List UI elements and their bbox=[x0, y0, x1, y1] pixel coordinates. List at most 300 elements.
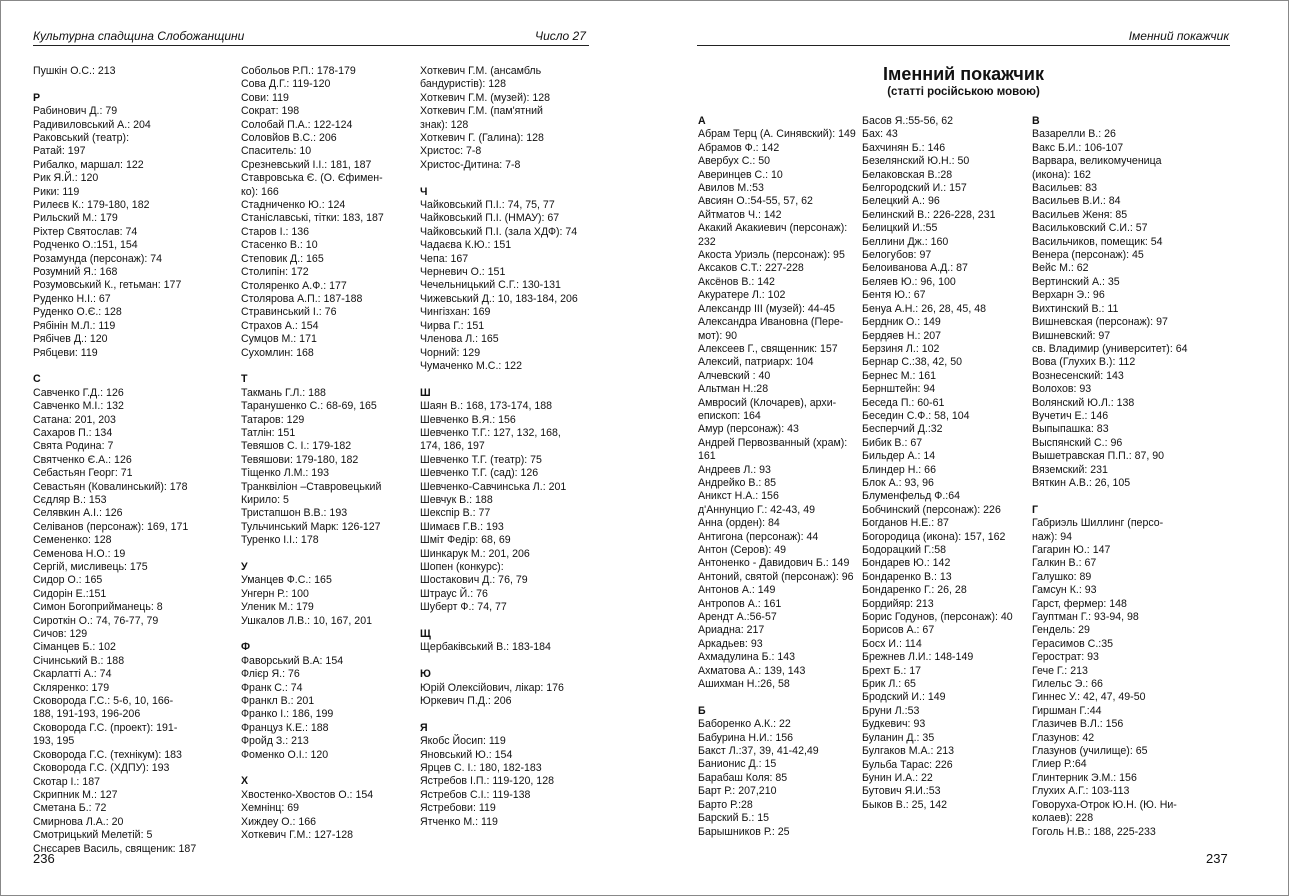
index-column bbox=[862, 115, 1030, 812]
index-entry: Старов І.: 136 bbox=[241, 225, 310, 238]
index-entry: Сєдляр В.: 153 bbox=[33, 493, 107, 506]
index-section bbox=[420, 722, 595, 829]
index-entry: Хоткевич Г.М.: 127-128 bbox=[241, 829, 354, 842]
index-column bbox=[1032, 115, 1232, 839]
index-entry: Бах: 43 bbox=[862, 128, 898, 141]
index-entry: Ратай: 197 bbox=[33, 145, 86, 158]
index-entry: Чингізхан: 169 bbox=[420, 306, 491, 319]
index-entry: Авербух С.: 50 bbox=[698, 155, 770, 168]
letter-heading: Р bbox=[33, 91, 41, 104]
entry-line: Андрей Первозванный (храм): bbox=[698, 436, 848, 449]
index-entry: Хвостенко-Хвостов О.: 154 bbox=[241, 788, 374, 801]
index-entry: Татлін: 151 bbox=[241, 426, 296, 439]
index-entry: Бакст Л.:37, 39, 41-42,49 bbox=[698, 745, 819, 758]
index-section bbox=[241, 561, 431, 628]
index-section bbox=[33, 92, 223, 360]
index-entry: Чайковський П.І. (НМАУ): 67 bbox=[420, 212, 560, 225]
index-entry: Француз К.Е.: 188 bbox=[241, 721, 329, 734]
index-entry: Бердник О.: 149 bbox=[862, 316, 941, 329]
index-entry: Глухих А.Г.: 103-113 bbox=[1032, 785, 1130, 798]
index-entry: Волянский Ю.Л.: 138 bbox=[1032, 396, 1135, 409]
index-entry: Стравинський І.: 76 bbox=[241, 306, 337, 319]
index-entry: Выспянский С.: 96 bbox=[1032, 436, 1123, 449]
index-entry: Христос: 7-8 bbox=[420, 145, 482, 158]
index-entry: Вяземский: 231 bbox=[1032, 463, 1108, 476]
index-entry: Шимаєв Г.В.: 193 bbox=[420, 520, 504, 533]
index-entry: Столипін: 172 bbox=[241, 266, 309, 279]
index-subtitle: (статті російською мовою) bbox=[887, 86, 1040, 98]
index-entry: Фаворський В.А: 154 bbox=[241, 654, 344, 667]
index-entry: Семененко: 128 bbox=[33, 534, 112, 547]
index-entry: Вучетич Е.: 146 bbox=[1032, 409, 1109, 422]
index-entry: Бибик В.: 67 bbox=[862, 436, 923, 449]
index-entry: Гоголь Н.В.: 188, 225-233 bbox=[1032, 825, 1156, 838]
index-entry: Тіщенко Л.М.: 193 bbox=[241, 467, 329, 480]
index-entry: Рики: 119 bbox=[33, 185, 80, 198]
index-entry bbox=[420, 105, 595, 132]
index-entry: Булгаков М.А.: 213 bbox=[862, 745, 955, 758]
index-entry: св. Владимир (университет): 64 bbox=[1032, 342, 1188, 355]
index-entry: Андрейко В.: 85 bbox=[698, 476, 777, 489]
index-entry: Чирва Г.: 151 bbox=[420, 319, 485, 332]
index-section bbox=[33, 373, 223, 856]
index-entry: Бентя Ю.: 67 bbox=[862, 289, 926, 302]
index-entry: Степовик Д.: 165 bbox=[241, 252, 324, 265]
index-entry: Аксаков С.Т.: 227-228 bbox=[698, 262, 804, 275]
index-entry: Франкл В.: 201 bbox=[241, 695, 315, 708]
index-entry: Вишневский: 97 bbox=[1032, 329, 1111, 342]
index-entry: Щербаківський В.: 183-184 bbox=[420, 641, 551, 654]
index-entry: Антон (Серов): 49 bbox=[698, 544, 787, 556]
index-entry: Тевяшов С. І.: 179-182 bbox=[241, 440, 352, 453]
index-entry bbox=[420, 65, 595, 92]
index-entry: Сидор О.: 165 bbox=[33, 574, 103, 587]
index-entry: Сироткін О.: 74, 76-77, 79 bbox=[33, 614, 159, 627]
entry-line: Ставровська Є. (О. Єфимен- bbox=[241, 172, 383, 185]
index-entry: Вейс М.: 62 bbox=[1032, 262, 1089, 275]
index-entry: Бродский И.: 149 bbox=[862, 691, 946, 704]
index-entry: Шевченко В.Я.: 156 bbox=[420, 413, 516, 426]
index-entry: Выпыпашка: 83 bbox=[1032, 423, 1109, 436]
index-entry bbox=[241, 481, 431, 508]
index-entry: Шуберт Ф.: 74, 77 bbox=[420, 601, 507, 614]
index-entry: Скотар І.: 187 bbox=[33, 775, 100, 788]
letter-heading: Я bbox=[420, 721, 428, 734]
index-entry: Васильев: 83 bbox=[1032, 182, 1098, 195]
index-entry: Снєсарев Василь, священик: 187 bbox=[33, 842, 197, 855]
index-entry: Яновський Ю.: 154 bbox=[420, 748, 513, 761]
index-entry: Хоткевич Г.М. (музей): 128 bbox=[420, 91, 551, 104]
index-entry: Баборенко А.К.: 22 bbox=[698, 718, 791, 731]
index-entry: Чорний: 129 bbox=[420, 346, 481, 359]
index-section bbox=[241, 373, 431, 547]
index-entry: Акуратере Л.: 102 bbox=[698, 289, 786, 302]
index-column bbox=[241, 65, 431, 843]
index-entry: Хемнінц: 69 bbox=[241, 802, 300, 815]
index-title: Іменний покажчик bbox=[883, 64, 1044, 84]
index-entry: Радивиловський А.: 204 bbox=[33, 118, 151, 131]
letter-heading: Ш bbox=[420, 386, 431, 399]
index-section bbox=[1032, 115, 1232, 490]
index-entry: Симон Богоприйманець: 8 bbox=[33, 601, 163, 614]
index-entry: Шекспір В.: 77 bbox=[420, 507, 491, 520]
index-entry: Туренко І.І.: 178 bbox=[241, 534, 319, 547]
index-entry: Бутович Я.И.:53 bbox=[862, 785, 941, 798]
index-entry: Бабурина Н.И.: 156 bbox=[698, 731, 794, 744]
index-entry: Богданов Н.Е.: 87 bbox=[862, 517, 949, 530]
index-entry: Такмань Г.Л.: 188 bbox=[241, 386, 326, 399]
index-entry: Бондаренко В.: 13 bbox=[862, 570, 952, 583]
index-entry bbox=[1032, 155, 1232, 182]
entry-line: Транквіліон –Ставровецький bbox=[241, 480, 382, 493]
index-entry: Алчевский : 40 bbox=[698, 369, 771, 382]
index-entry: Барышников Р.: 25 bbox=[698, 825, 790, 838]
index-entry: Гарст, фермер: 148 bbox=[1032, 597, 1127, 610]
index-entry: Ариадна: 217 bbox=[698, 624, 765, 637]
index-entry: Уленик М.: 179 bbox=[241, 601, 314, 614]
index-entry: Собольов Р.П.: 178-179 bbox=[241, 65, 356, 77]
index-entry: Чайковський П.І.: 74, 75, 77 bbox=[420, 199, 555, 212]
entry-line: Сковорода Г.С. (проект): 191- bbox=[33, 721, 178, 734]
header-divider-right bbox=[697, 45, 1230, 46]
letter-heading: В bbox=[1032, 115, 1040, 127]
index-section bbox=[420, 628, 595, 655]
index-entry: Гиннес У.: 42, 47, 49-50 bbox=[1032, 691, 1146, 704]
index-entry: Ястребов С.І.: 119-138 bbox=[420, 788, 531, 801]
entry-line: Шевченко Т.Г.: 127, 132, 168, bbox=[420, 426, 561, 439]
index-entry: Бернштейн: 94 bbox=[862, 383, 936, 396]
index-entry: Гиршман Г.:44 bbox=[1032, 704, 1102, 717]
index-entry: Шевченко-Савчинська Л.: 201 bbox=[420, 480, 567, 493]
index-entry: Авсиян О.:54-55, 57, 62 bbox=[698, 195, 813, 208]
index-entry: Аникст Н.А.: 156 bbox=[698, 490, 779, 503]
index-entry: Юрій Олексійович, лікар: 176 bbox=[420, 681, 564, 694]
index-entry bbox=[33, 695, 223, 722]
index-entry: Шевченко Т.Г. (театр): 75 bbox=[420, 453, 542, 466]
entry-line: Варвара, великомученица bbox=[1032, 155, 1162, 168]
index-entry: Банионис Д.: 15 bbox=[698, 758, 777, 771]
index-section bbox=[420, 65, 595, 172]
index-entry: Белоиванова А.Д.: 87 bbox=[862, 262, 968, 275]
index-entry: Андреев Л.: 93 bbox=[698, 463, 771, 476]
index-entry: Бодорацкий Г.:58 bbox=[862, 544, 947, 556]
index-entry: Глазунов (училище): 65 bbox=[1032, 745, 1148, 758]
index-entry: Галушко: 89 bbox=[1032, 570, 1092, 583]
entry-line: 193, 195 bbox=[33, 735, 75, 748]
index-entry: Белгородский И.: 157 bbox=[862, 182, 967, 195]
index-entry: Солобай П.А.: 122-124 bbox=[241, 118, 353, 131]
index-entry bbox=[33, 722, 223, 749]
index-entry: Антонов А.: 149 bbox=[698, 584, 776, 597]
index-entry: Бондаренко Г.: 26, 28 bbox=[862, 584, 967, 597]
letter-heading: У bbox=[241, 561, 248, 573]
index-entry: Будкевич: 93 bbox=[862, 718, 926, 731]
index-entry: Ятченко М.: 119 bbox=[420, 815, 498, 828]
index-entry: Якобс Йосип: 119 bbox=[420, 735, 506, 748]
index-entry: Вова (Глухих В.): 112 bbox=[1032, 356, 1136, 369]
entry-line: ко): 166 bbox=[241, 185, 279, 198]
index-entry: Бондарев Ю.: 142 bbox=[862, 557, 951, 570]
index-entry: Акоста Уриэль (персонаж): 95 bbox=[698, 249, 845, 262]
index-entry bbox=[1032, 799, 1232, 826]
index-entry: Христос-Дитина: 7-8 bbox=[420, 158, 521, 171]
index-entry: Аксёнов В.: 142 bbox=[698, 275, 775, 288]
index-entry: Штраус Й.: 76 bbox=[420, 587, 488, 600]
page-number-right: 237 bbox=[1206, 851, 1228, 866]
index-entry: Юркевич П.Д.: 206 bbox=[420, 695, 512, 708]
index-section bbox=[420, 668, 595, 708]
index-entry: Антропов А.: 161 bbox=[698, 597, 782, 610]
index-entry: Руденко О.Є.: 128 bbox=[33, 306, 122, 319]
index-entry: Барт Р.: 207,210 bbox=[698, 785, 777, 798]
index-entry: Гауптман Г.: 93-94, 98 bbox=[1032, 611, 1139, 624]
letter-heading: Ю bbox=[420, 668, 431, 681]
index-entry: Чижевський Д.: 10, 183-184, 206 bbox=[420, 292, 578, 305]
index-entry: Селявкин А.І.: 126 bbox=[33, 507, 123, 520]
index-entry: Барто Р.:28 bbox=[698, 798, 753, 811]
entry-line: Говоруха-Отрок Ю.Н. (Ю. Ни- bbox=[1032, 798, 1177, 811]
index-entry: Беседин С.Ф.: 58, 104 bbox=[862, 409, 970, 422]
entry-line: Габриэль Шиллинг (персо- bbox=[1032, 517, 1164, 530]
index-entry: Васильчиков, помещик: 54 bbox=[1032, 235, 1163, 248]
index-entry: Рябцеви: 119 bbox=[33, 346, 98, 359]
index-entry: Ахматова А.: 139, 143 bbox=[698, 664, 806, 677]
issue-number: Число 27 bbox=[535, 29, 586, 43]
index-entry: Столяренко А.Ф.: 177 bbox=[241, 279, 347, 292]
index-entry: Бесперчий Д.:32 bbox=[862, 423, 943, 436]
index-entry: Срезневський І.І.: 181, 187 bbox=[241, 158, 372, 171]
index-entry: Вознесенский: 143 bbox=[1032, 369, 1124, 382]
letter-heading: Х bbox=[241, 775, 249, 788]
entry-line: наж): 94 bbox=[1032, 530, 1073, 543]
index-entry: Барский Б.: 15 bbox=[698, 812, 770, 825]
letter-heading: Щ bbox=[420, 628, 431, 641]
index-entry: Рильский М.: 179 bbox=[33, 212, 118, 225]
index-entry: Абрам Терц (А. Синявский): 149 bbox=[698, 128, 856, 141]
index-entry: Бобчинский (персонаж): 226 bbox=[862, 503, 1001, 516]
letter-heading: Г bbox=[1032, 503, 1039, 516]
entry-line: Александра Ивановна (Пере- bbox=[698, 316, 844, 329]
entry-line: Кирило: 5 bbox=[241, 493, 289, 506]
index-entry: Гагарин Ю.: 147 bbox=[1032, 543, 1111, 556]
index-entry: Сергій, мисливець: 175 bbox=[33, 561, 148, 573]
index-entry: Столярова А.П.: 187-188 bbox=[241, 292, 363, 305]
index-entry bbox=[698, 316, 863, 343]
index-entry: Барабаш Коля: 85 bbox=[698, 771, 788, 784]
index-entry: Бруни Л.:53 bbox=[862, 704, 920, 717]
index-entry: Богородица (икона): 157, 162 bbox=[862, 530, 1006, 543]
running-title-right: Іменний покажчик bbox=[1128, 29, 1229, 43]
index-entry: Сова Д.Г.: 119-120 bbox=[241, 78, 331, 91]
index-entry: Белаковская В.:28 bbox=[862, 168, 953, 181]
index-entry: Пушкін О.С.: 213 bbox=[33, 65, 116, 77]
index-entry: Бильдер А.: 14 bbox=[862, 450, 936, 463]
index-entry bbox=[1032, 517, 1232, 544]
letter-heading: С bbox=[33, 373, 41, 386]
letter-heading: Ф bbox=[241, 641, 251, 654]
index-entry: Беляев Ю.: 96, 100 bbox=[862, 275, 956, 288]
index-entry: Тевяшови: 179-180, 182 bbox=[241, 453, 359, 466]
index-entry: Белогубов: 97 bbox=[862, 249, 932, 262]
index-entry: Фройд З.: 213 bbox=[241, 735, 309, 748]
index-entry: Савченко Г.Д.: 126 bbox=[33, 386, 124, 399]
index-entry: Розамунда (персонаж): 74 bbox=[33, 252, 163, 265]
index-entry bbox=[241, 172, 431, 199]
index-section bbox=[1032, 504, 1232, 839]
index-entry: Чумаченко М.С.: 122 bbox=[420, 359, 522, 372]
header-divider-left bbox=[33, 45, 589, 46]
index-entry: Быков В.: 25, 142 bbox=[862, 798, 948, 811]
index-entry: Беллини Дж.: 160 bbox=[862, 235, 949, 248]
index-entry: Глазунов: 42 bbox=[1032, 731, 1095, 744]
index-entry: Членова Л.: 165 bbox=[420, 333, 499, 346]
entry-line: 232 bbox=[698, 235, 716, 248]
index-entry: Гамсун К.: 93 bbox=[1032, 584, 1097, 597]
index-entry: Герострат: 93 bbox=[1032, 651, 1099, 664]
index-entry: Фоменко О.І.: 120 bbox=[241, 748, 329, 761]
index-entry: Стадниченко Ю.: 124 bbox=[241, 199, 346, 212]
index-entry: Шинкарук М.: 201, 206 bbox=[420, 547, 530, 560]
index-entry: Селіванов (персонаж): 169, 171 bbox=[33, 520, 189, 533]
entry-line: мот): 90 bbox=[698, 329, 737, 342]
index-entry: Басов Я.:55-56, 62 bbox=[862, 115, 954, 127]
entry-line: колаев): 228 bbox=[1032, 812, 1094, 825]
index-column bbox=[33, 65, 223, 856]
letter-heading: Ч bbox=[420, 185, 428, 198]
index-entry: Флієр Я.: 76 bbox=[241, 668, 300, 681]
index-entry: Рик Я.Й.: 120 bbox=[33, 172, 99, 185]
index-section bbox=[241, 775, 431, 842]
index-entry: Венера (персонаж): 45 bbox=[1032, 249, 1144, 262]
index-entry: Чечельницький С.Г.: 130-131 bbox=[420, 279, 561, 292]
index-entry: Герасимов С.:35 bbox=[1032, 637, 1113, 650]
index-entry: Сократ: 198 bbox=[241, 105, 300, 118]
index-entry: Васильев Женя: 85 bbox=[1032, 208, 1128, 221]
index-section bbox=[33, 65, 223, 78]
index-entry: Тульчинський Марк: 126-127 bbox=[241, 520, 381, 533]
index-entry: Берзиня Л.: 102 bbox=[862, 342, 940, 355]
index-entry: д'Аннунцио Г.: 42-43, 49 bbox=[698, 503, 815, 516]
index-entry bbox=[420, 427, 595, 454]
index-entry: Ястребови: 119 bbox=[420, 802, 496, 815]
index-entry: Волохов: 93 bbox=[1032, 383, 1092, 396]
letter-heading: Т bbox=[241, 373, 248, 386]
index-entry: Ахмадулина Б.: 143 bbox=[698, 651, 796, 664]
index-entry: Стасенко В.: 10 bbox=[241, 239, 318, 252]
index-entry: Брежнев Л.И.: 148-149 bbox=[862, 651, 974, 664]
index-entry: Вазарелли В.: 26 bbox=[1032, 128, 1116, 141]
index-entry: Ушкалов Л.В.: 10, 167, 201 bbox=[241, 614, 372, 627]
index-entry: Севастьян (Ковалинський): 178 bbox=[33, 480, 188, 493]
index-entry: Соловйов В.С.: 206 bbox=[241, 132, 337, 145]
index-entry: Безелянский Ю.Н.: 50 bbox=[862, 155, 970, 168]
index-entry: Сковорода Г.С. (технікум): 183 bbox=[33, 748, 182, 761]
index-entry: Ашихман Н.:26, 58 bbox=[698, 678, 790, 691]
index-entry: Бахчинян Б.: 146 bbox=[862, 141, 946, 154]
index-entry: Брик Л.: 65 bbox=[862, 678, 916, 691]
entry-line: бандуристів): 128 bbox=[420, 78, 506, 91]
index-entry: Бунин И.А.: 22 bbox=[862, 771, 933, 784]
index-entry: Бернес М.: 161 bbox=[862, 369, 937, 382]
index-entry: Бенуа А.Н.: 26, 28, 45, 48 bbox=[862, 302, 986, 315]
index-entry: Себастьян Георг: 71 bbox=[33, 467, 133, 480]
index-section bbox=[420, 387, 595, 615]
index-entry: Сумцов М.: 171 bbox=[241, 333, 317, 346]
index-entry: Сидорін Е.:151 bbox=[33, 587, 107, 600]
index-entry: Ріхтер Святослав: 74 bbox=[33, 225, 138, 238]
index-entry: Сметана Б.: 72 bbox=[33, 802, 107, 815]
index-entry: Скляренко: 179 bbox=[33, 681, 110, 694]
index-entry: Белицкий И.:55 bbox=[862, 222, 938, 235]
index-entry: Шевченко Т.Г. (сад): 126 bbox=[420, 467, 539, 480]
index-entry: Тристапшон В.В.: 193 bbox=[241, 507, 348, 520]
index-entry: Авилов М.:53 bbox=[698, 182, 764, 195]
index-entry: Борис Годунов, (персонаж): 40 bbox=[862, 611, 1013, 624]
index-entry: Борисов А.: 67 bbox=[862, 624, 935, 637]
index-entry: Арендт А.:56-57 bbox=[698, 611, 777, 624]
entry-line: 174, 186, 197 bbox=[420, 440, 485, 453]
index-entry: Галкин В.: 67 bbox=[1032, 557, 1097, 570]
index-entry: Сіманцев Б.: 102 bbox=[33, 641, 116, 654]
index-entry: Блуменфельд Ф.:64 bbox=[862, 490, 961, 503]
index-entry: Верхарн Э.: 96 bbox=[1032, 289, 1105, 302]
index-entry: Шміт Федір: 68, 69 bbox=[420, 534, 511, 547]
index-entry: Вертинский А.: 35 bbox=[1032, 275, 1120, 288]
index-entry: Розумовський К., гетьман: 177 bbox=[33, 279, 182, 292]
index-entry: Глиер Р.:64 bbox=[1032, 758, 1087, 771]
index-section bbox=[698, 115, 863, 691]
letter-heading: Б bbox=[698, 704, 706, 717]
index-entry: Свята Родина: 7 bbox=[33, 440, 114, 453]
index-entry: Айтматов Ч.: 142 bbox=[698, 208, 782, 221]
index-entry: Александр III (музей): 44-45 bbox=[698, 302, 836, 315]
index-entry: Уманцев Ф.С.: 165 bbox=[241, 574, 332, 587]
index-entry: Страхов А.: 154 bbox=[241, 319, 319, 332]
index-entry: Семенова Н.О.: 19 bbox=[33, 547, 126, 560]
index-entry: Брехт Б.: 17 bbox=[862, 664, 922, 677]
index-entry: Вихтинский В.: 11 bbox=[1032, 302, 1119, 315]
index-entry: Смотрицький Мелетій: 5 bbox=[33, 829, 153, 842]
index-entry: Гече Г.: 213 bbox=[1032, 664, 1088, 677]
index-column bbox=[698, 115, 863, 839]
index-entry: Сухомлин: 168 bbox=[241, 346, 314, 359]
index-entry: Хоткевич Г. (Галина): 128 bbox=[420, 132, 544, 145]
index-entry: Гендель: 29 bbox=[1032, 624, 1090, 637]
index-entry: Руденко Н.І.: 67 bbox=[33, 292, 111, 305]
index-entry: Рабинович Д.: 79 bbox=[33, 105, 118, 118]
index-entry: Розумний Я.: 168 bbox=[33, 266, 118, 279]
index-entry: Алексеев Г., священник: 157 bbox=[698, 342, 838, 355]
index-entry: Глинтерник Э.М.: 156 bbox=[1032, 771, 1137, 784]
index-entry: Сичов: 129 bbox=[33, 628, 88, 641]
letter-heading: А bbox=[698, 115, 706, 127]
index-entry: Франко І.: 186, 199 bbox=[241, 708, 334, 721]
index-entry bbox=[698, 397, 863, 424]
index-entry: Вакс Б.И.: 106-107 bbox=[1032, 141, 1124, 154]
index-entry: Франк С.: 74 bbox=[241, 681, 303, 694]
index-entry: Бердяев Н.: 207 bbox=[862, 329, 942, 342]
entry-line: Акакий Акакиевич (персонаж): bbox=[698, 222, 848, 235]
index-entry: Васильковский С.И.: 57 bbox=[1032, 222, 1148, 235]
index-entry: Белинский В.: 226-228, 231 bbox=[862, 208, 996, 221]
index-entry: Босх И.: 114 bbox=[862, 637, 922, 650]
index-section bbox=[698, 705, 863, 839]
index-entry: Антигона (персонаж): 44 bbox=[698, 530, 819, 543]
index-entry: Скарлатті А.: 74 bbox=[33, 668, 112, 681]
index-entry: Вышетравская П.П.: 87, 90 bbox=[1032, 450, 1165, 463]
index-entry: Белецкий А.: 96 bbox=[862, 195, 940, 208]
index-entry: Буланин Д.: 35 bbox=[862, 731, 935, 744]
